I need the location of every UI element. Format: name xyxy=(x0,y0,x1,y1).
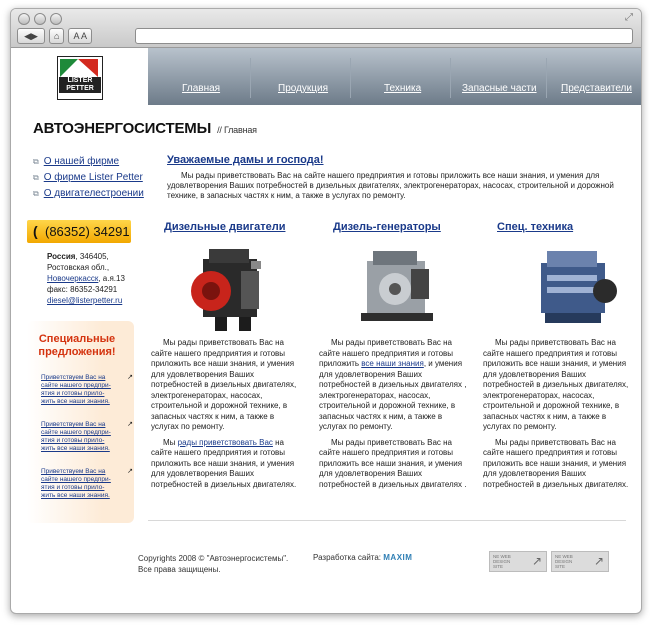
lister-petter-logo[interactable] xyxy=(57,56,103,100)
sidebar-item-lister-petter[interactable] xyxy=(33,172,144,183)
developer-logo-link[interactable]: MAXIM xyxy=(383,553,413,562)
category-title-diesel-generators[interactable]: Дизель-генераторы xyxy=(333,221,441,233)
badge-line: NE WEB xyxy=(555,554,573,559)
copyright-line: Copyrights 2008 © "Автоэнергосистемы". xyxy=(138,554,289,563)
badge-line: NE WEB xyxy=(493,554,511,559)
badge-line: DESIGN xyxy=(493,559,511,564)
offer-line: сайте нашего предпри- xyxy=(41,429,111,436)
nav-separator xyxy=(350,58,351,98)
sidebar-link-label[interactable]: О фирме Lister Petter xyxy=(43,172,143,183)
footer-badge[interactable] xyxy=(489,551,547,572)
nav-machinery[interactable]: Техника xyxy=(384,83,422,94)
text-size-button[interactable] xyxy=(68,28,92,44)
offer-line: сайте нашего предпри- xyxy=(41,476,111,483)
offers-title-line1: Специальные xyxy=(38,333,116,345)
offer-line: жить все наши знания. xyxy=(41,445,110,452)
sidebar-item-engine-building[interactable] xyxy=(33,188,144,199)
offer-line: жить все наши знания. xyxy=(41,492,110,499)
logo-line1: LISTER xyxy=(67,77,93,84)
paragraph-text: , и умения для удовлетворения Ваших потребностей в дизельных двигателях , электрогенераторах, насосах, строительной и дорожной технике, в запасных частях к ним, а также в услугах по ремонту. xyxy=(319,359,467,431)
badge-line: SITE xyxy=(493,564,504,569)
special-offers-panel xyxy=(27,321,134,523)
address-bar[interactable] xyxy=(135,28,633,44)
welcome-heading-link[interactable]: Уважаемые дамы и господа! xyxy=(167,154,324,166)
contact-fax: факс: 86352-34291 xyxy=(47,285,118,294)
window-controls xyxy=(18,13,62,25)
phone-handset-icon: ( xyxy=(33,223,38,239)
resize-icon[interactable]: ⤢ xyxy=(625,12,633,23)
text-size-icon: A A xyxy=(73,31,87,41)
zoom-window-button[interactable] xyxy=(50,13,62,25)
page-title xyxy=(33,120,257,137)
browser-nav-buttons xyxy=(17,28,92,44)
copyright xyxy=(138,553,288,575)
logo-text xyxy=(59,77,101,93)
badge-line: DESIGN xyxy=(555,559,573,564)
developer-label: Разработка сайта: xyxy=(313,553,382,562)
sidebar-link-label[interactable]: О нашей фирме xyxy=(43,156,120,167)
breadcrumb: // Главная xyxy=(217,125,257,135)
web-page xyxy=(11,48,641,613)
back-arrow-icon: ◀ xyxy=(24,31,31,41)
welcome-text: Мы рады приветствовать Вас на сайте нашего предприятия и готовы приложить все наши знания, и умения для удовлетворения Ваших потребностей в дизельных двигателях, электрогенераторах, насосах, строительной и дорожной технике, в запасных частях к ним, а также в услугах по ремонту. xyxy=(167,171,614,200)
browser-window xyxy=(10,8,642,614)
footer-divider xyxy=(148,520,626,521)
paragraph-text: Мы xyxy=(163,437,178,447)
home-button[interactable] xyxy=(49,28,64,44)
minimize-window-button[interactable] xyxy=(34,13,46,25)
home-icon: ⌂ xyxy=(54,31,60,41)
category-title-special-machinery[interactable]: Спец. техника xyxy=(497,221,574,233)
contact-info xyxy=(47,251,125,306)
offer-line: ятия и готовы прило- xyxy=(41,437,105,444)
offer-link[interactable] xyxy=(41,468,135,500)
offer-link[interactable] xyxy=(41,374,135,406)
contact-email-link[interactable]: diesel@listerpetter.ru xyxy=(47,296,123,305)
external-link-icon: ↗ xyxy=(531,554,542,568)
offer-line: сайте нашего предпри- xyxy=(41,382,111,389)
browser-toolbar xyxy=(11,9,641,48)
badge-text xyxy=(493,554,511,569)
diesel-engine-image[interactable] xyxy=(181,241,281,334)
close-window-button[interactable] xyxy=(18,13,30,25)
nav-separator xyxy=(450,58,451,98)
external-link-icon: ↗ xyxy=(127,421,133,428)
contact-region: Ростовская обл., xyxy=(47,263,110,272)
sidebar-item-about[interactable] xyxy=(33,156,144,167)
developer-credit xyxy=(313,553,412,562)
nav-products[interactable]: Продукция xyxy=(278,83,329,94)
paragraph-text: Мы рады приветствовать Вас на сайте нашего предприятия и готовы приложить xyxy=(319,338,454,368)
offer-line: ятия и готовы прило- xyxy=(41,390,105,397)
special-machinery-engine-image[interactable] xyxy=(525,241,625,334)
badge-line: SITE xyxy=(555,564,566,569)
category-paragraph: Мы рады приветствовать Вас на сайте нашего предприятия и готовы приложить все наши знания, и умения для удовлетворения Ваших потребностей в дизельных двигателях, электрогенераторах, насосах, строительной и дорожной технике, в запасных частях к ним, а также в услугах по ремонту. xyxy=(483,338,629,431)
list-bullet-icon: ⧉ xyxy=(33,156,39,166)
offer-line: жить все наши знания. xyxy=(41,398,110,405)
paragraph-text: на сайте нашего предприятия и готовы приложить все наши знания, и умения для удовлетворения Ваших потребностей в дизельных двигателях. xyxy=(151,437,297,489)
external-link-icon: ↗ xyxy=(127,468,133,475)
category-text-special-machinery xyxy=(483,338,633,495)
contact-pobox: , а.я.13 xyxy=(98,274,125,283)
phone-banner xyxy=(27,220,131,243)
diesel-generator-image[interactable] xyxy=(347,241,447,334)
sidebar-links xyxy=(33,156,144,204)
footer-badge[interactable] xyxy=(551,551,609,572)
category-title-diesel-engines[interactable]: Дизельные двигатели xyxy=(164,221,286,233)
nav-representatives[interactable]: Представители xyxy=(561,83,632,94)
offer-line: Приветствуем Вас на xyxy=(41,421,106,428)
logo-red-flag xyxy=(78,59,98,77)
contact-country: Россия xyxy=(47,252,76,261)
top-navigation xyxy=(148,48,641,105)
sidebar-link-label[interactable]: О двигателестроении xyxy=(43,188,144,199)
external-link-icon: ↗ xyxy=(593,554,604,568)
nav-separator xyxy=(546,58,547,98)
back-button[interactable] xyxy=(17,28,45,44)
category-paragraph: Мы рады приветствовать Вас на сайте нашего предприятия и готовы приложить все наши знания, и умения для удовлетворения Ваших потребностей в дизельных двигателях. xyxy=(483,437,629,489)
category-paragraph xyxy=(319,338,469,433)
logo-green-flag xyxy=(60,59,78,77)
nav-spare-parts[interactable]: Запасные части xyxy=(462,83,537,94)
contact-postcode: , 346405, xyxy=(75,252,109,261)
phone-number: (86352) 34291 xyxy=(45,224,130,239)
offer-line: Приветствуем Вас на xyxy=(41,374,106,381)
list-bullet-icon: ⧉ xyxy=(33,188,39,198)
category-text-diesel-engines xyxy=(151,338,301,495)
category-paragraph: Мы рады приветствовать Вас на сайте нашего предприятия и готовы приложить все наши знания, и умения для удовлетворения Ваших потребностей в дизельных двигателях, электрогенераторах, насосах, строительной и дорожной технике, в запасных частях к ним, а также в услугах по ремонту. xyxy=(151,338,297,431)
special-offers-title xyxy=(27,333,127,359)
list-bullet-icon: ⧉ xyxy=(33,172,39,182)
category-paragraph: Мы рады приветствовать Вас на сайте нашего предприятия и готовы приложить все наши знания, и умения для удовлетворения Ваших потребностей в дизельных двигателях . xyxy=(319,437,467,489)
badge-text xyxy=(555,554,573,569)
nav-separator xyxy=(250,58,251,98)
inline-link[interactable]: все наши знания xyxy=(361,359,424,368)
nav-home[interactable]: Главная xyxy=(182,83,221,94)
category-text-diesel-generators xyxy=(319,338,469,495)
offers-title-line2: предложения! xyxy=(38,346,116,358)
offer-line: ятия и готовы прило- xyxy=(41,484,105,491)
external-link-icon: ↗ xyxy=(127,374,133,381)
site-name: АВТОЭНЕРГОСИСТЕМЫ xyxy=(33,120,212,137)
rights-line: Все права защищены. xyxy=(138,565,221,574)
offer-line: Приветствуем Вас на xyxy=(41,468,106,475)
inline-link[interactable]: рады приветствовать Вас xyxy=(177,437,273,447)
offer-link[interactable] xyxy=(41,421,135,453)
logo-line2: PETTER xyxy=(66,85,94,92)
forward-arrow-icon: ▶ xyxy=(31,31,38,41)
contact-city-link[interactable]: Новочеркасск xyxy=(47,274,99,283)
category-paragraph xyxy=(151,438,301,491)
